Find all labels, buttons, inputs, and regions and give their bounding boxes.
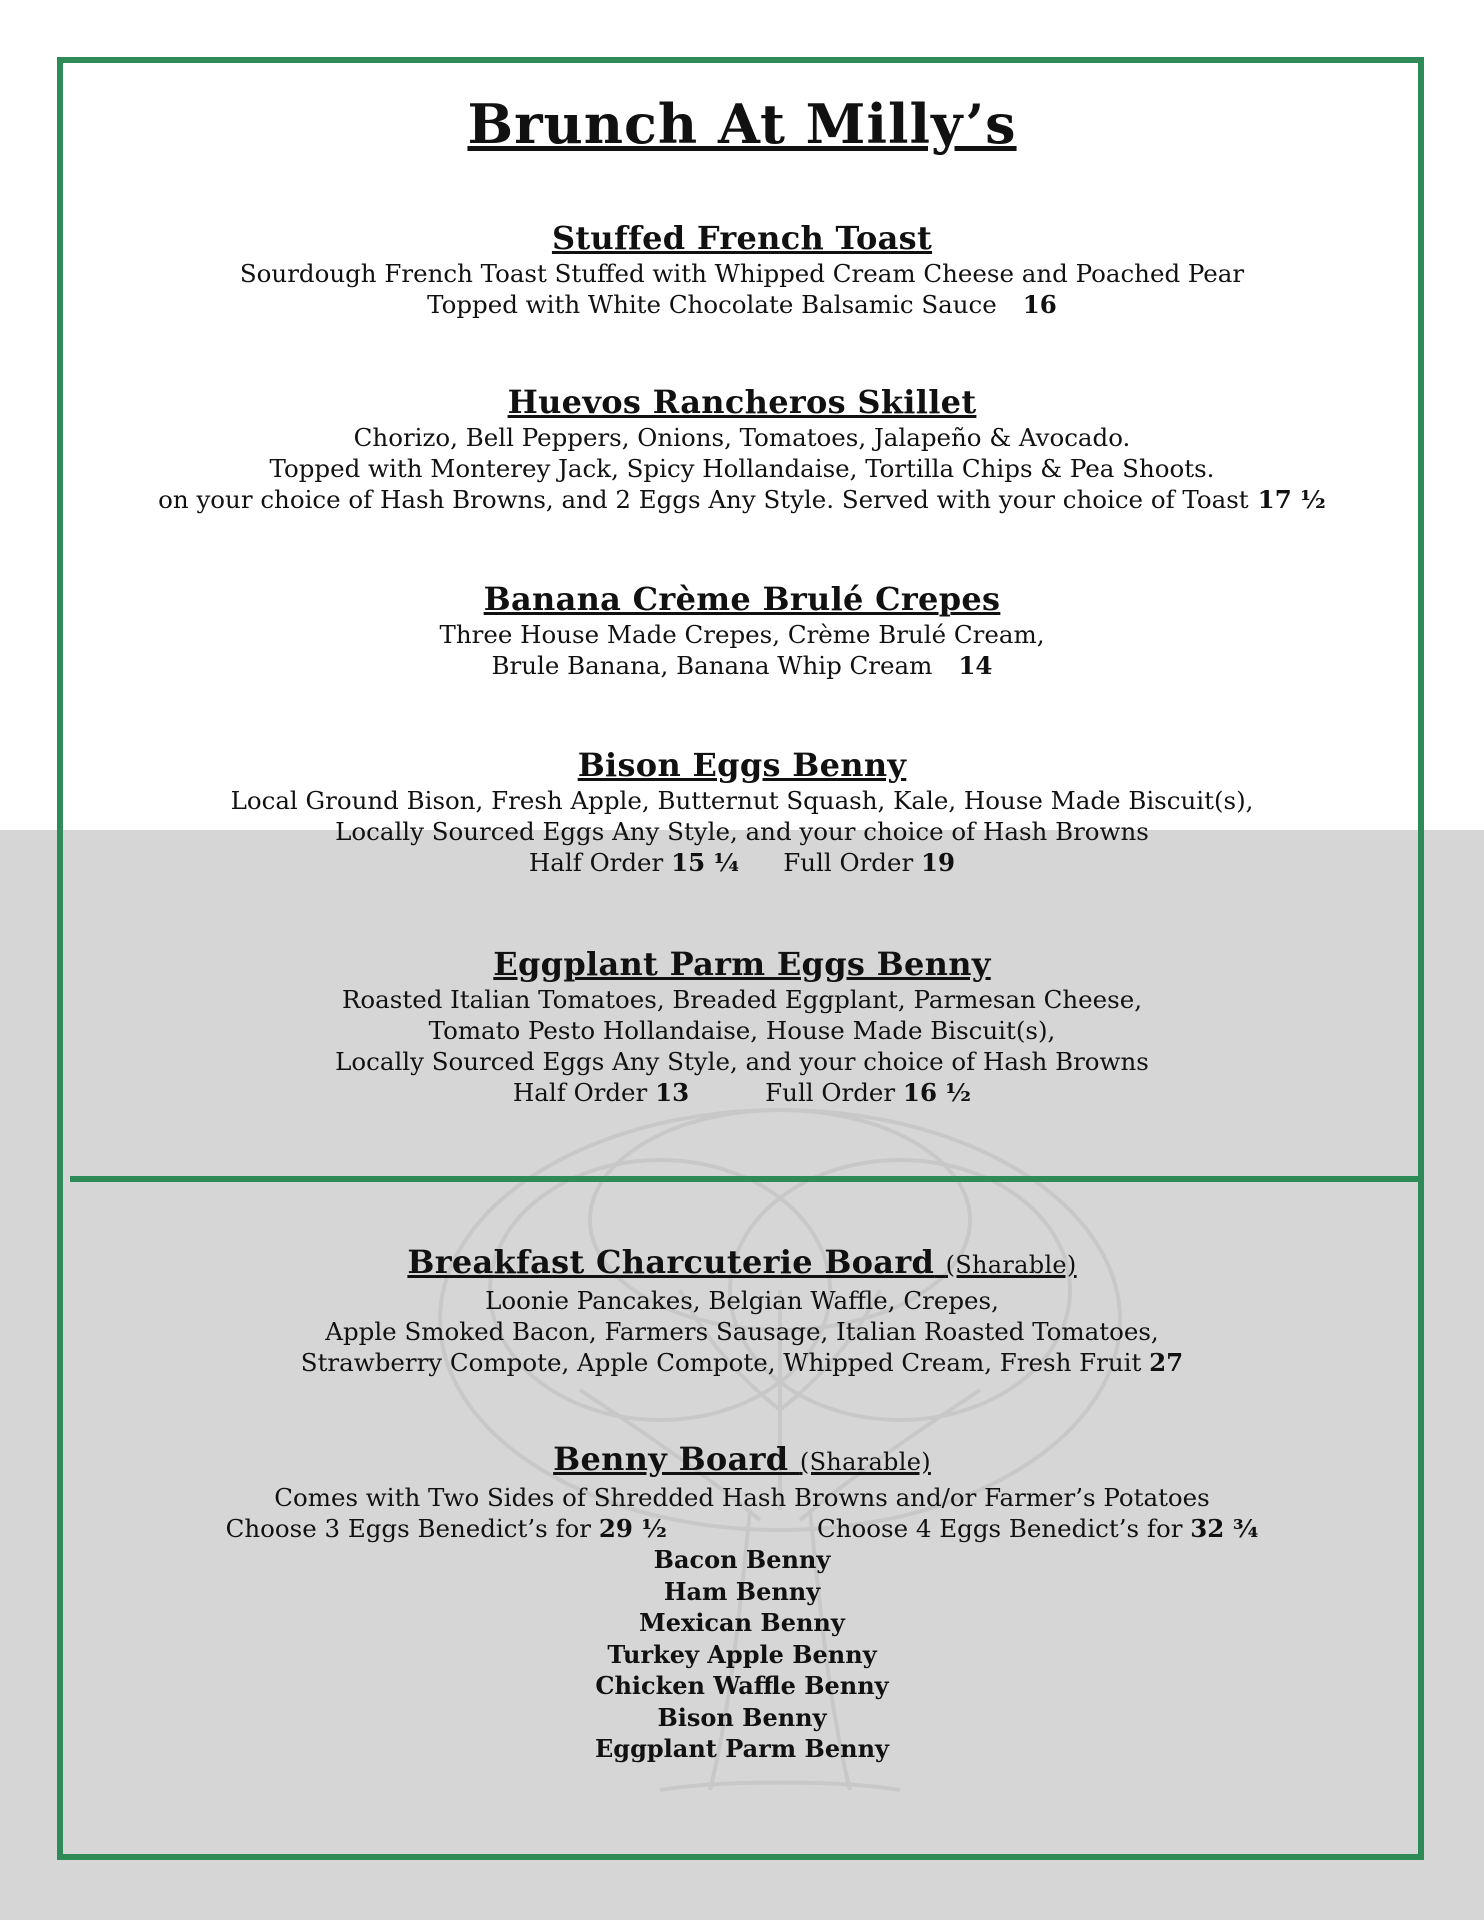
item-description: Comes with Two Sides of Shredded Hash Browns and/or Farmer’s Potatoes — [274, 1483, 1210, 1512]
item-price: 17 ½ — [1257, 485, 1326, 514]
item-title: Banana Crème Brulé Crepes — [483, 580, 1001, 618]
item-description: Locally Sourced Eggs Any Style, and your choice of Hash Browns — [335, 817, 1149, 846]
item-title: Huevos Rancheros Skillet — [507, 383, 977, 421]
benny-option: Bison Benny — [657, 1702, 827, 1732]
item-order-sizes: Half Order 15 ¼ Full Order 19 — [528, 848, 956, 877]
half-order-price: 15 ¼ — [671, 848, 740, 877]
choice-4-price: 32 ¾ — [1190, 1514, 1259, 1543]
item-description: Locally Sourced Eggs Any Style, and your choice of Hash Browns — [335, 1047, 1149, 1076]
menu-item-eggplant-parm-eggs-benny — [90, 944, 1394, 1108]
item-description: Brule Banana, Banana Whip Cream — [491, 651, 933, 680]
item-title: Stuffed French Toast — [551, 219, 933, 257]
item-description: Loonie Pancakes, Belgian Waffle, Crepes, — [485, 1286, 999, 1315]
menu-item-banana-creme-brule-crepes — [90, 579, 1394, 681]
benny-option: Turkey Apple Benny — [607, 1639, 877, 1669]
item-description: Apple Smoked Bacon, Farmers Sausage, Italian Roasted Tomatoes, — [325, 1317, 1159, 1346]
item-note: (Sharable) — [945, 1251, 1077, 1279]
item-description: Chorizo, Bell Peppers, Onions, Tomatoes, Jalapeño & Avocado. — [353, 423, 1131, 452]
benny-option: Bacon Benny — [653, 1545, 831, 1574]
menu-item-benny-board — [90, 1439, 1394, 1765]
benny-option: Mexican Benny — [639, 1608, 845, 1637]
full-order-price: 16 ½ — [902, 1078, 972, 1107]
menu-item-bison-eggs-benny — [90, 745, 1394, 878]
item-description: Topped with Monterey Jack, Spicy Hollandaise, Tortilla Chips & Pea Shoots. — [269, 454, 1215, 483]
item-title: Bison Eggs Benny — [577, 746, 907, 784]
item-price: 16 — [1022, 290, 1057, 319]
menu-item-huevos-rancheros — [90, 382, 1394, 515]
page-title: Brunch At Milly’s — [467, 92, 1017, 156]
choice-3-price: 29 ½ — [598, 1514, 667, 1543]
item-description: on your choice of Hash Browns, and 2 Eggs Any Style. Served with your choice of Toast — [158, 485, 1249, 514]
benny-board-choices: Choose 3 Eggs Benedict’s for 29 ½ Choose 4 Eggs Benedict’s for 32 ¾ — [225, 1514, 1259, 1543]
benny-option: Eggplant Parm Benny — [595, 1734, 889, 1763]
menu-item-breakfast-charcuterie-board — [90, 1242, 1394, 1378]
item-description: Tomato Pesto Hollandaise, House Made Biscuit(s), — [428, 1016, 1056, 1045]
item-description: Local Ground Bison, Fresh Apple, Butternut Squash, Kale, House Made Biscuit(s), — [230, 786, 1254, 815]
item-order-sizes: Half Order 13 Full Order 16 ½ — [512, 1078, 972, 1107]
item-price: 14 — [958, 651, 993, 680]
item-description: Three House Made Crepes, Crème Brulé Cream, — [439, 620, 1045, 649]
item-description: Roasted Italian Tomatoes, Breaded Eggplant, Parmesan Cheese, — [341, 985, 1143, 1014]
benny-option: Ham Benny — [663, 1576, 821, 1606]
benny-option: Chicken Waffle Benny — [595, 1671, 889, 1700]
menu-item-stuffed-french-toast — [90, 218, 1394, 320]
section-divider — [70, 1176, 1422, 1182]
item-title: Breakfast Charcuterie Board — [407, 1243, 935, 1281]
full-order-price: 19 — [920, 848, 956, 877]
item-title: Eggplant Parm Eggs Benny — [493, 945, 991, 983]
item-price: 27 — [1149, 1348, 1184, 1377]
item-description: Topped with White Chocolate Balsamic Sauce — [427, 290, 997, 319]
item-description: Sourdough French Toast Stuffed with Whipped Cream Cheese and Poached Pear — [239, 259, 1245, 288]
half-order-price: 13 — [655, 1078, 690, 1107]
item-note: (Sharable) — [799, 1448, 931, 1476]
item-description: Strawberry Compote, Apple Compote, Whipped Cream, Fresh Fruit — [300, 1348, 1142, 1377]
item-title: Benny Board — [553, 1440, 789, 1478]
